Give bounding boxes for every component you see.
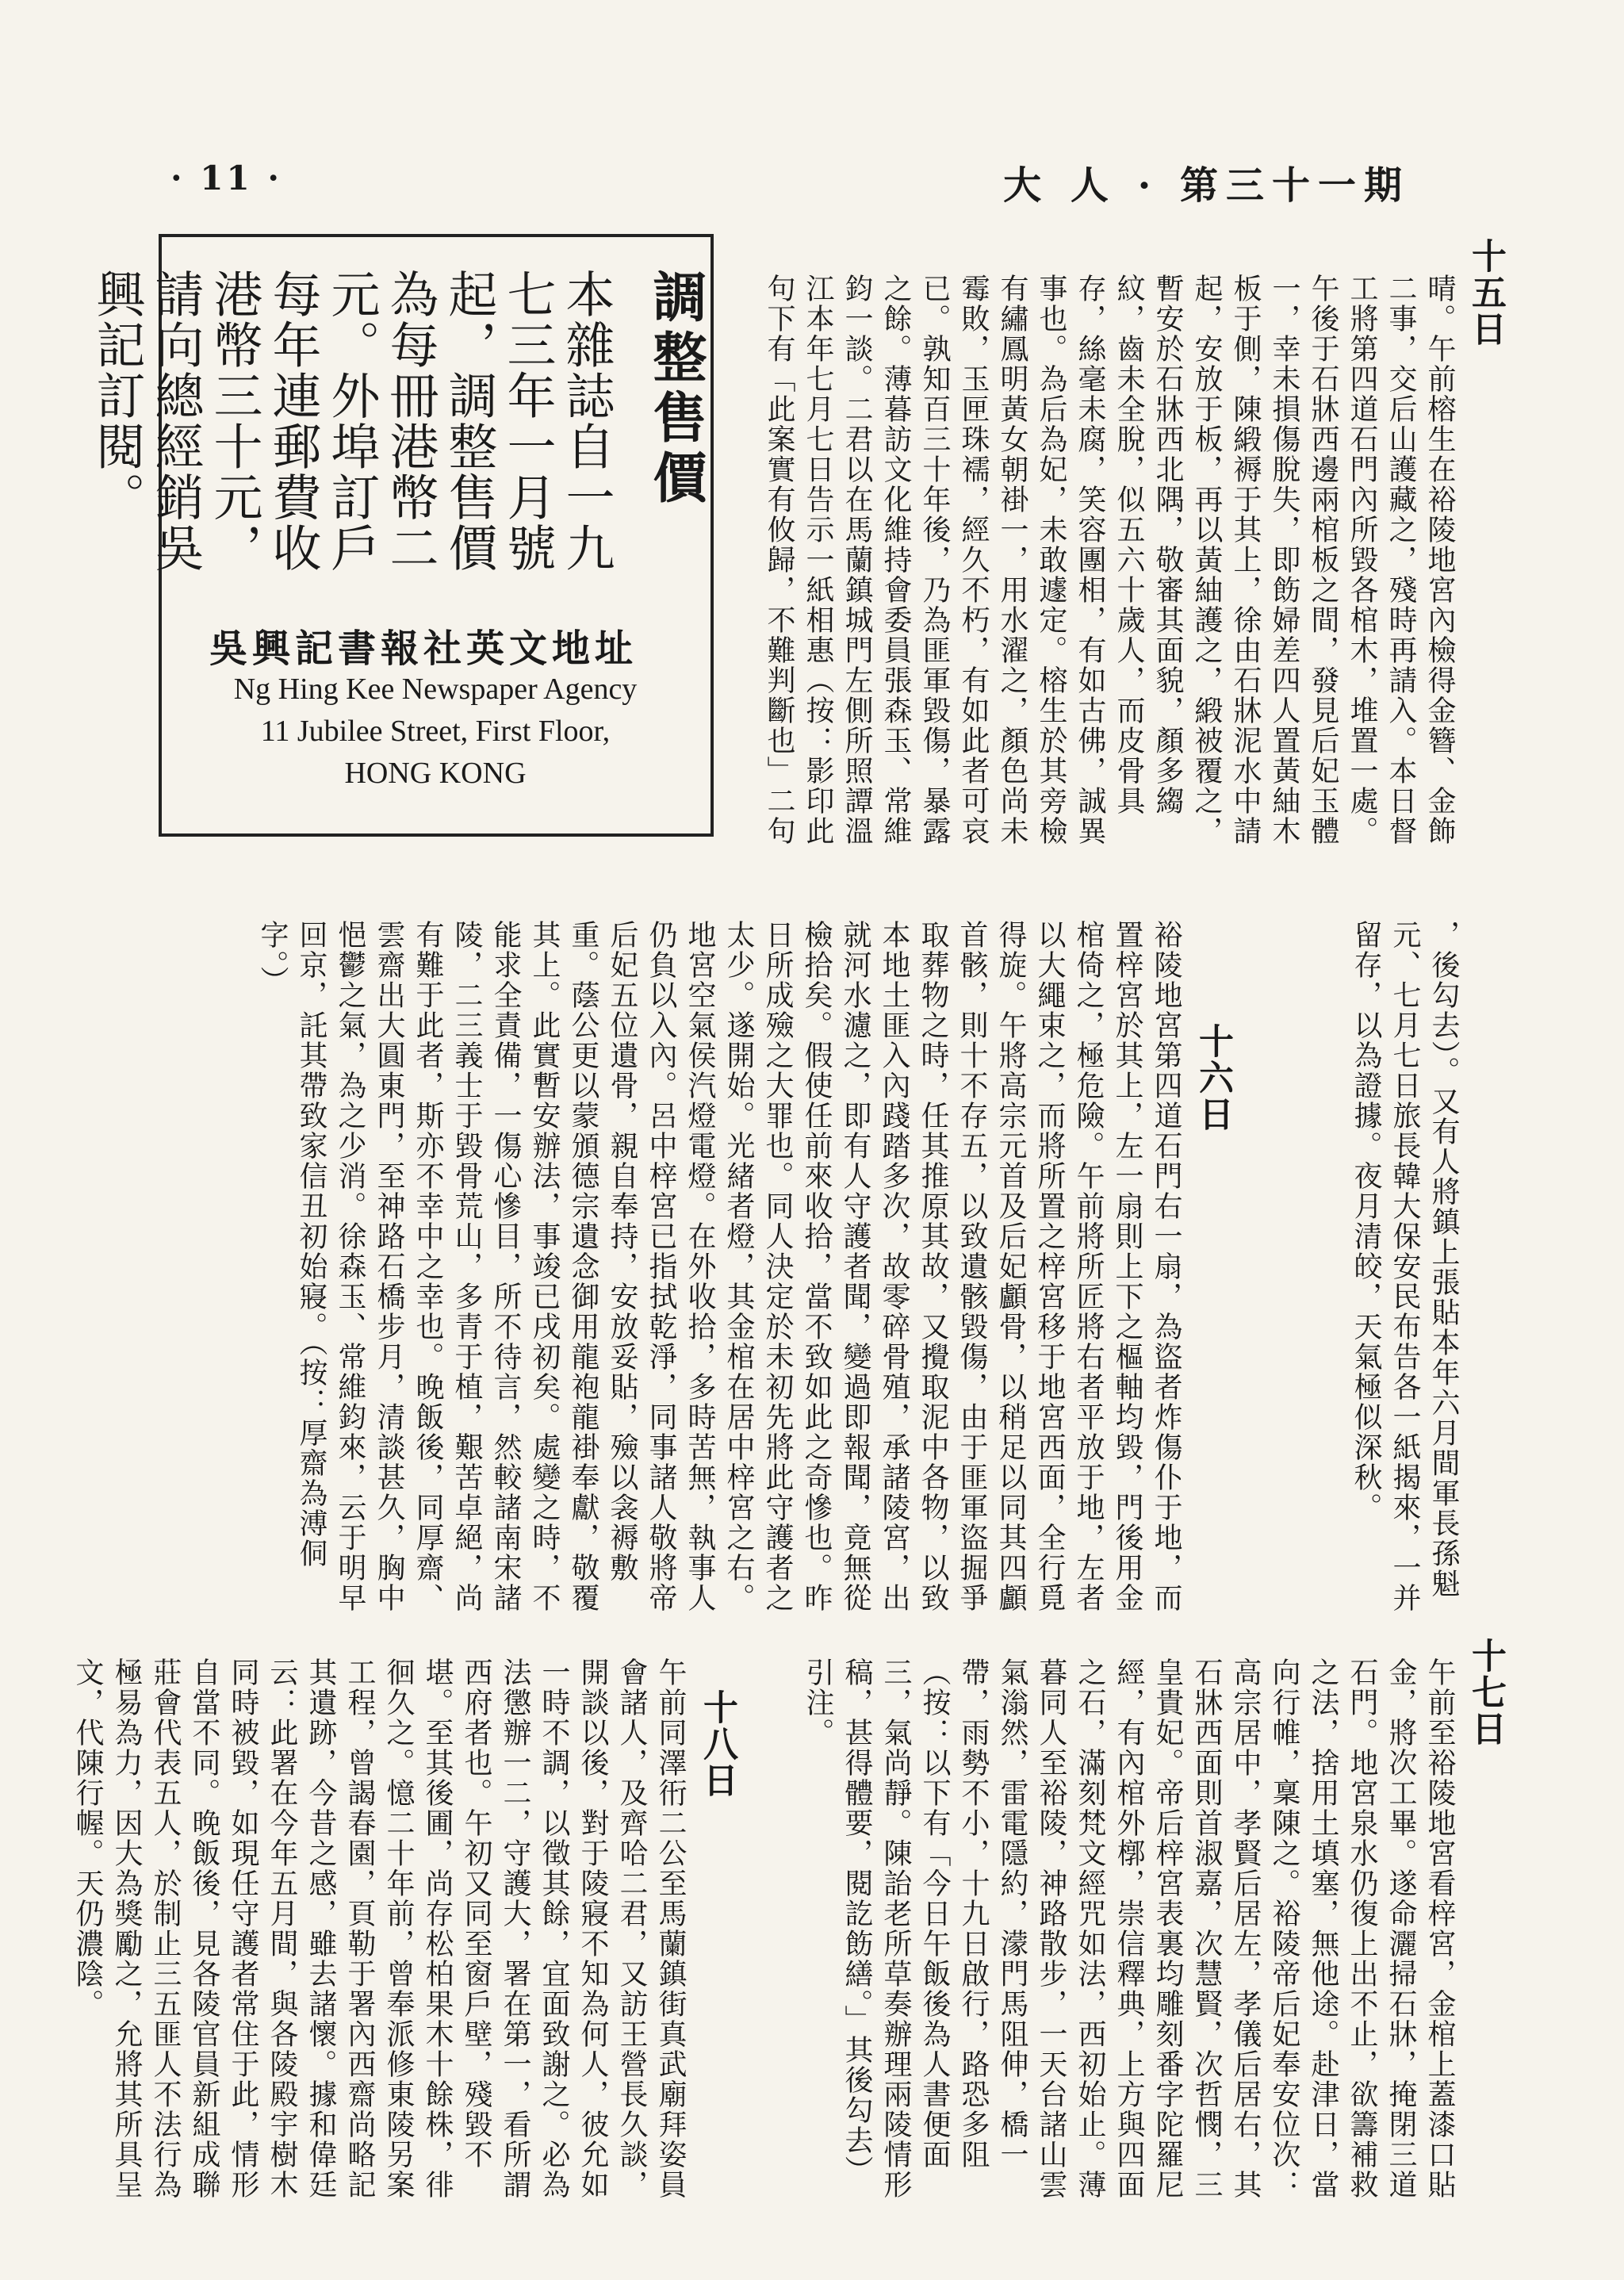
date-heading-18: 十八日 xyxy=(697,1689,737,1799)
date-heading-16: 十六日 xyxy=(1193,1023,1233,1132)
diary-entry-15-continued: ，後勾去）。又有人將鎮上張貼本年六月間軍長孫魁元、七月七日旅長韓大保安民布告各一紙揭來，一并留存，以為證據。夜月清皎，天氣極似深秋。 xyxy=(1350,920,1460,1613)
diary-entry-15: 晴。午前榕生在裕陵地宮內檢得金簪、金飾二事，交后山護藏之，殘時再請入。本日督工將第四道石門內所毀各棺木，堆置一處。午後于石牀西邊兩棺板之間，發見后妃玉體一，幸未損傷脫失，即飭婦差四人置黃紬木板于側，陳緞褥于其上，徐由石牀泥水中請起，安放于板，再以黃紬護之，緞被覆之，暫安於石牀西北隅，敬審其面貌，顏多縐紋，齒未全脫，似五六十歲人，而皮骨具存，絲毫未腐，笑容團相，有如古佛，誠異事也。為后為妃，未敢遽定。榕生於其旁檢有繡鳳明黃女朝褂一，用水濯之，顏色尚未霉敗，玉匣珠襦，經久不朽，有如此者可哀已。孰知百三十年後，乃為匪軍毀傷，暴露之餘。薄暮訪文化維持會委員張森玉、常維鈞一談。二君以在馬蘭鎮城門左側所照譚溫江本年七月七日告示一紙相惠（按：影印此句下有「此案實有攸歸，不難判斷也」二句 xyxy=(763,274,1456,846)
notice-address-english-line-1: Ng Hing Kee Newspaper Agency xyxy=(233,673,638,706)
price-notice-box xyxy=(88,234,714,837)
notice-title: 調整售價 xyxy=(644,269,707,510)
page-number: · 11 · xyxy=(170,159,282,197)
running-head: 大 人 · 第三十一期 xyxy=(1003,163,1410,208)
diary-entry-16: 裕陵地宮第四道石門右一扇，為盜者炸傷仆于地，而置梓宮於其上，左一扇則上下之樞軸均毀，門後用金棺倚之，極危險。午前將所匠將右者平放于地，左者以大繩束之，而將所置之梓宮移于地宮西面，全行覓得旋。午將高宗元首及后妃顱骨，以稍足以同其四顱首骸，則十不存五，以致遺骸毀傷，由于匪軍盜掘爭取葬物之時，任其推原其故，又攪取泥中各物，以致本地土匪入內踐踏多次，故零碎骨殖，承諸陵宮，出就河水濾之，即有人守護者聞，變過即報聞，竟無從檢拾矣。假使任前來收拾，當不致如此之奇慘也。昨日所成殮之大罪也。同人決定於未初先將此守護者之太少。遂開始。光緒者燈，其金棺在居中梓宮之右。地宮空氣侯汽燈電燈。在外收拾，多時苦無，執事人仍負以入內。呂中梓宮已指拭乾淨，同事諸人敬將帝后妃五位遺骨，親自奉持，安放妥貼，殮以衾褥敷重。蔭公更以蒙頒德宗遺念御用龍袍龍褂奉獻，敬覆其上。此實暫安辦法，事竣已戌初矣。處變之時，不能求全責備，一傷心慘目，所不待言，然較諸南宋諸陵，二三義士于毀骨荒山，多青于植，艱苦卓絕，尚有難于此者，斯亦不幸中之幸也。晚飯後，同厚齋、雲齋出大圓東門，至神路石橋步月，清談甚久，胸中悒鬱之氣，為之少消。徐森玉、常維鈞來，云于明早回京，託其帶致家信丑初始寢。（按：厚齋為溥侗字。） xyxy=(256,920,1182,1613)
notice-body: 本雜誌自一九七三年一月號起，調整售價為每冊港幣二元。外埠訂戶每年連郵費收港幣三十元，請向總經銷吳興記訂閱。 xyxy=(88,269,615,573)
date-heading-15: 十五日 xyxy=(1465,238,1506,347)
notice-address-english-line-2: 11 Jubilee Street, First Floor, xyxy=(260,715,611,748)
date-heading-17: 十七日 xyxy=(1465,1638,1506,1747)
notice-address-english-line-3: HONG KONG xyxy=(344,757,527,790)
notice-address-chinese: 吳興記書報社英文地址 xyxy=(209,627,638,671)
diary-entry-17: 午前至裕陵地宮看梓宮，金棺上蓋漆口貼金，將次工畢。遂命灑掃石牀，掩閉三道石門。地宮泉水仍復上出不止，欲籌補救之法，捨用土填塞，無他途。赴津日，當向行帷，稟陳之。裕陵帝后妃奉安位次：高宗居中，孝賢后居左，孝儀后居右，其石牀西面則首淑嘉，次慧賢，次哲憫，三皇貴妃。帝后梓宮表裏均雕刻番字陀羅尼經，有內棺外槨，崇信釋典，上方與四面之石，滿刻梵文經咒如法，西初始止。薄暮同人至裕陵，神路散步，一天台諸山雲氣滃然，雷電隱約，濛門馬阻伸，橋一帶，雨勢不小，十九日啟行，路恐多阻（按：以下有「今日午飯後為人書便面三，氣尚靜。陳詒老所草奏辦理兩陵情形稿，甚得體要，閱訖飭繕。」其後勾去）引注。 xyxy=(802,1657,1456,2200)
diary-entry-18: 午前同澤衎二公至馬蘭鎮街真武廟拜姿員會諸人，及齊哈二君，又訪王營長久談，開談以後，對于陵寢不知為何人，彼允如一時不調，以徵其餘，宜面致謝之。必為法懲辦一二，守護大，署在第一，看所謂西府者也。午初又同至窗戶壁，殘毀不堪。至其後圃，尚存松柏果木十餘株，徘徊久之。憶二十年前，曾奉派修東陵另案工程，曾謁春園，頁勒于署內西齋尚略記其遺跡，今昔之感，雖去諸懷。據和偉廷云：此署在今年五月間，與各陵殿宇樹木同時被毀，如現任守護者常住于此，情形自當不同。晚飯後，見各陵官員新組成聯莊會代表五人，於制止三五匪人不法行為極易為力，因大為獎勵之，允將其所具呈文，代陳行幄。天仍濃陰。 xyxy=(71,1657,687,2200)
